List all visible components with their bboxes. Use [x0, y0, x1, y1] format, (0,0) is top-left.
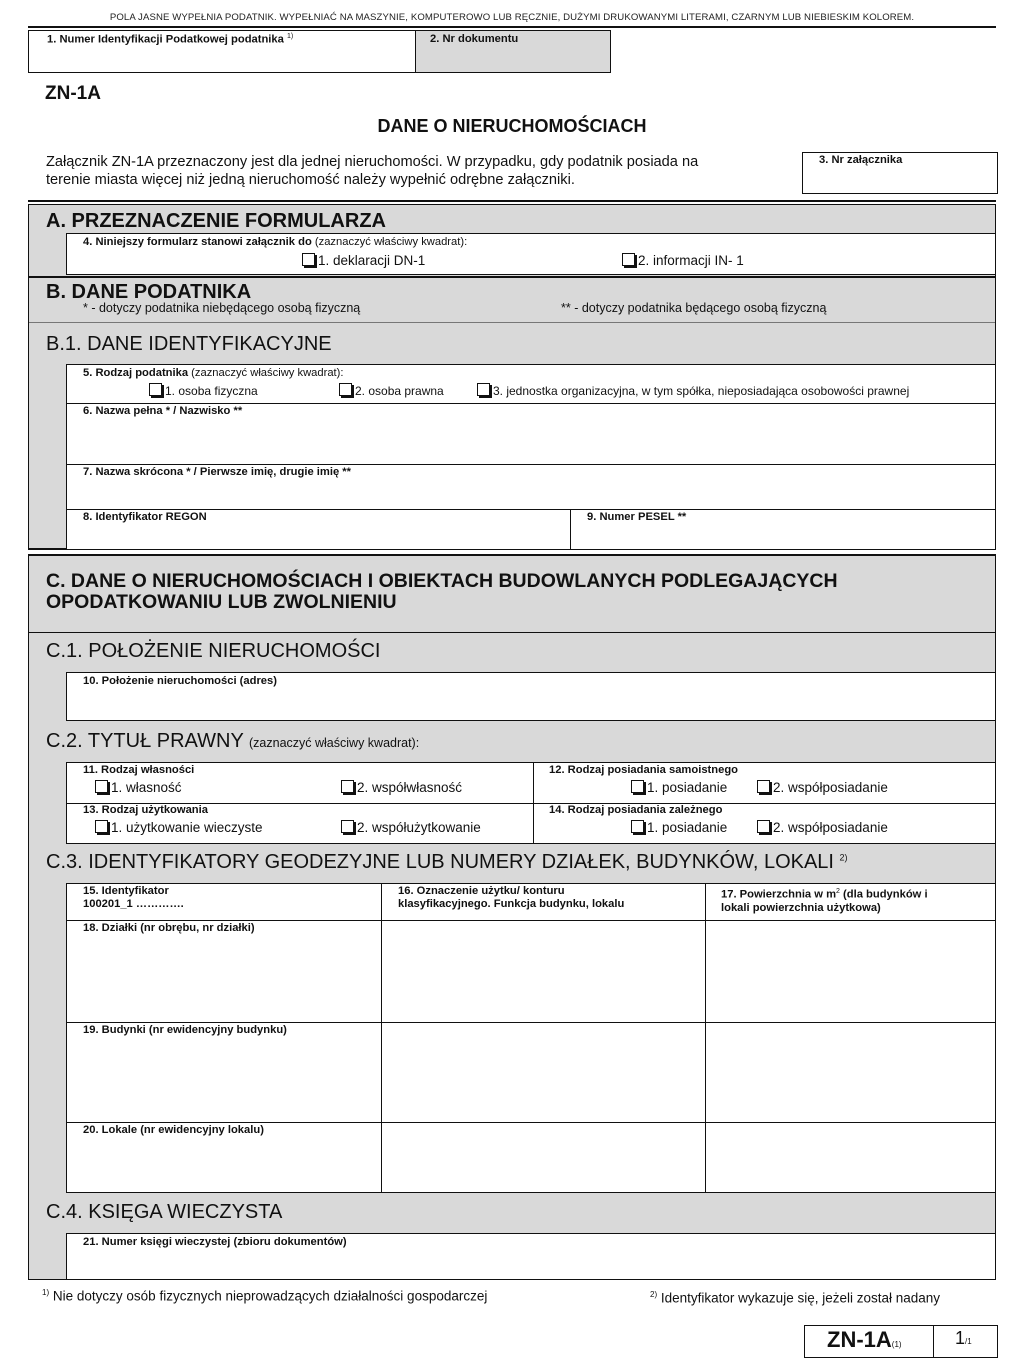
note-natural-person: ** - dotyczy podatnika będącego osobą fizyczną [561, 301, 827, 315]
b-divider [29, 322, 995, 323]
taxpayer-type-label: 5. Rodzaj podatnika [83, 367, 189, 379]
land-use-label-line1: 16. Oznaczenie użytku/ konturu [398, 885, 565, 897]
footnote-2 [650, 1290, 940, 1306]
option-co-usufruct-label: 2. współużytkowanie [357, 820, 481, 835]
plots-cell[interactable] [67, 921, 381, 1022]
page-number [955, 1328, 972, 1349]
page-number-current: 1 [955, 1328, 966, 1348]
premises-function-cell[interactable] [382, 1123, 705, 1192]
premises-area-cell[interactable] [706, 1123, 995, 1192]
area-unit-sup: 2 [836, 888, 840, 895]
section-c-title-line1: C. DANE O NIERUCHOMOŚCIACH I OBIEKTACH BUDOWLANYCH PODLEGAJĄCYCH [46, 570, 838, 592]
option-perpetual-usufruct[interactable] [95, 820, 263, 835]
option-ownership-label: 1. własność [111, 780, 182, 795]
option-co-ownership[interactable] [341, 780, 462, 795]
regon-label: 8. Identyfikator REGON [83, 511, 207, 523]
full-name-label: 6. Nazwa pełna * / Nazwisko ** [83, 405, 243, 417]
footnote-2-marker: 2) [650, 1290, 658, 1299]
checkbox-co-usufruct[interactable] [341, 820, 354, 833]
section-b [28, 276, 996, 550]
section-c-title [46, 571, 838, 613]
option-in1[interactable] [622, 253, 744, 268]
attachment-number-label: 3. Nr załącznika [819, 154, 903, 166]
footer-form-code [827, 1327, 902, 1353]
buildings-label: 19. Budynki (nr ewidencyjny budynku) [83, 1024, 287, 1036]
section-c3-title [46, 851, 848, 874]
taxpayer-type-hint: (zaznaczyć właściwy kwadrat): [191, 367, 344, 379]
land-register-label: 21. Numer księgi wieczystej (zbioru dokumentów) [83, 1236, 347, 1248]
land-use-header [398, 885, 624, 911]
nip-label: 1. Numer Identyfikacji Podatkowej podatnika [47, 33, 284, 46]
footnote-1-text: Nie dotyczy osób fizycznych nieprowadzących działalności gospodarczej [52, 1288, 488, 1304]
section-c2-hint: (zaznaczyć właściwy kwadrat): [249, 736, 420, 750]
short-name-label: 7. Nazwa skrócona * / Pierwsze imię, drugie imię ** [83, 466, 351, 478]
option-co-possession-14[interactable] [757, 820, 888, 835]
checkbox-co-possession-14[interactable] [757, 820, 770, 833]
pesel-label: 9. Numer PESEL ** [587, 511, 687, 523]
area-label-a: 17. Powierzchnia w m [721, 888, 837, 901]
top-instruction: POLA JASNE WYPEŁNIA PODATNIK. WYPEŁNIAĆ NA MASZYNIE, KOMPUTEROWO LUB RĘCZNIE, DUŻYMI DRUKOWANYMI LITERAMI, CZARNYM LUB NIEBIESKIM KOLOREM. [109, 12, 915, 23]
option-legal-person-label: 2. osoba prawna [355, 384, 444, 398]
checkbox-co-possession-12[interactable] [757, 780, 770, 793]
checkbox-perpetual-usufruct[interactable] [95, 820, 108, 833]
document-number-label: 2. Nr dokumentu [430, 33, 519, 45]
checkbox-organizational-unit[interactable] [477, 383, 490, 396]
checkbox-in1[interactable] [622, 253, 635, 266]
geodetic-table [66, 883, 996, 1193]
legal-title-block [66, 762, 996, 844]
section-a [28, 204, 996, 276]
section-a-title: A. PRZEZNACZENIE FORMULARZA [46, 210, 386, 232]
buildings-function-cell[interactable] [382, 1023, 705, 1122]
option-co-possession-12-label: 2. współposiadanie [773, 780, 888, 795]
footer-form-code-text: ZN-1A [827, 1327, 892, 1352]
top-rule [28, 26, 996, 28]
identifier-header[interactable] [83, 885, 184, 911]
page-number-total: /1 [965, 1337, 972, 1346]
option-in1-label: 2. informacji IN- 1 [638, 253, 744, 268]
section-b1-title: B.1. DANE IDENTYFIKACYJNE [46, 333, 332, 355]
section-c3-footnote-marker: 2) [839, 852, 848, 863]
checkbox-ownership[interactable] [95, 780, 108, 793]
checkbox-natural-person[interactable] [149, 383, 162, 396]
option-co-ownership-label: 2. współwłasność [357, 780, 463, 795]
intro-text [46, 153, 698, 189]
short-name-field[interactable] [67, 464, 995, 509]
land-use-label-line2: klasyfikacyjnego. Funkcja budynku, lokalu [398, 898, 625, 910]
land-register-field[interactable] [66, 1233, 996, 1280]
ownership-type-label: 11. Rodzaj własności [83, 764, 195, 776]
option-ownership[interactable] [95, 780, 182, 795]
identifier-value: 100201_1 …………. [83, 898, 184, 910]
purpose-label: 4. Niniejszy formularz stanowi załącznik do [83, 236, 312, 248]
checkbox-dn1[interactable] [302, 253, 315, 266]
section-c [28, 554, 996, 1280]
document-number-field [415, 30, 611, 73]
footer-form-code-sub: (1) [891, 1340, 902, 1349]
footer-form-box [804, 1325, 998, 1358]
independent-possession-label: 12. Rodzaj posiadania samoistnego [549, 764, 738, 776]
footnote-1-marker: 1) [42, 1288, 50, 1297]
option-perpetual-usufruct-label: 1. użytkowanie wieczyste [111, 820, 263, 835]
option-organizational-unit-label: 3. jednostka organizacyjna, w tym spółka, nieposiadająca osobowości prawnej [493, 384, 910, 398]
option-organizational-unit[interactable] [477, 383, 909, 398]
area-header [721, 885, 928, 915]
nip-field[interactable] [28, 30, 416, 73]
section-c-title-line2: OPODATKOWANIU LUB ZWOLNIENIU [46, 591, 397, 613]
intro-line-2: terenie miasta więcej niż jedną nieruchomość należy wypełnić odrębne załączniki. [46, 172, 575, 188]
purpose-field [66, 233, 996, 275]
option-natural-person-label: 1. osoba fizyczna [165, 384, 258, 398]
footnote-2-text: Identyfikator wykazuje się, jeżeli został nadany [660, 1290, 941, 1306]
checkbox-possession-14[interactable] [631, 820, 644, 833]
identifier-label: 15. Identyfikator [83, 885, 169, 897]
area-label-line2: lokali powierzchnia użytkowa) [721, 901, 881, 914]
checkbox-legal-person[interactable] [339, 383, 352, 396]
section-c3-title-text: C.3. IDENTYFIKATORY GEODEZYJNE LUB NUMERY DZIAŁEK, BUDYNKÓW, LOKALI [46, 851, 834, 873]
property-address-label: 10. Położenie nieruchomości (adres) [83, 675, 277, 687]
plots-land-use-cell[interactable] [382, 921, 705, 1022]
option-possession-12-label: 1. posiadanie [647, 780, 728, 795]
option-dn1-label: 1. deklaracji DN-1 [318, 253, 426, 268]
section-b-title: B. DANE PODATNIKA [46, 281, 252, 303]
form-code: ZN-1A [45, 83, 101, 104]
footnote-1 [42, 1288, 487, 1304]
option-possession-14[interactable] [631, 820, 727, 835]
option-co-possession-12[interactable] [757, 780, 888, 795]
intro-line-1: Załącznik ZN-1A przeznaczony jest dla jednej nieruchomości. W przypadku, gdy podatnik posiada na [46, 154, 699, 170]
option-legal-person[interactable] [339, 383, 444, 398]
section-c2-title-text: C.2. TYTUŁ PRAWNY [46, 730, 244, 752]
dependent-possession-label: 14. Rodzaj posiadania zależnego [549, 804, 723, 816]
identification-block [66, 364, 996, 550]
option-dn1[interactable] [302, 253, 425, 268]
nip-footnote-marker: 1) [286, 33, 294, 40]
option-possession-12[interactable] [631, 780, 727, 795]
pesel-field[interactable] [571, 509, 995, 549]
section-c2-title [46, 730, 419, 753]
premises-label: 20. Lokale (nr ewidencyjny lokalu) [83, 1124, 264, 1136]
property-address-field[interactable] [66, 672, 996, 721]
section-a-rule [28, 200, 996, 202]
full-name-field[interactable] [67, 403, 995, 464]
plots-area-cell[interactable] [706, 921, 995, 1022]
checkbox-co-ownership[interactable] [341, 780, 354, 793]
regon-field[interactable] [67, 509, 570, 549]
purpose-hint: (zaznaczyć właściwy kwadrat): [314, 236, 468, 248]
section-c4-title: C.4. KSIĘGA WIECZYSTA [46, 1201, 283, 1223]
checkbox-possession-12[interactable] [631, 780, 644, 793]
buildings-area-cell[interactable] [706, 1023, 995, 1122]
option-co-usufruct[interactable] [341, 820, 481, 835]
option-co-possession-14-label: 2. współposiadanie [773, 820, 888, 835]
attachment-number-field[interactable] [802, 152, 998, 194]
note-legal-entity: * - dotyczy podatnika niebędącego osobą fizyczną [83, 301, 361, 315]
area-label-b: (dla budynków i [843, 888, 928, 901]
plots-label: 18. Działki (nr obrębu, nr działki) [83, 922, 255, 934]
option-natural-person[interactable] [149, 383, 258, 398]
section-c1-title: C.1. POŁOŻENIE NIERUCHOMOŚCI [46, 640, 381, 662]
page-title: DANE O NIERUCHOMOŚCIACH [377, 116, 647, 136]
usage-type-label: 13. Rodzaj użytkowania [83, 804, 208, 816]
option-possession-14-label: 1. posiadanie [647, 820, 728, 835]
